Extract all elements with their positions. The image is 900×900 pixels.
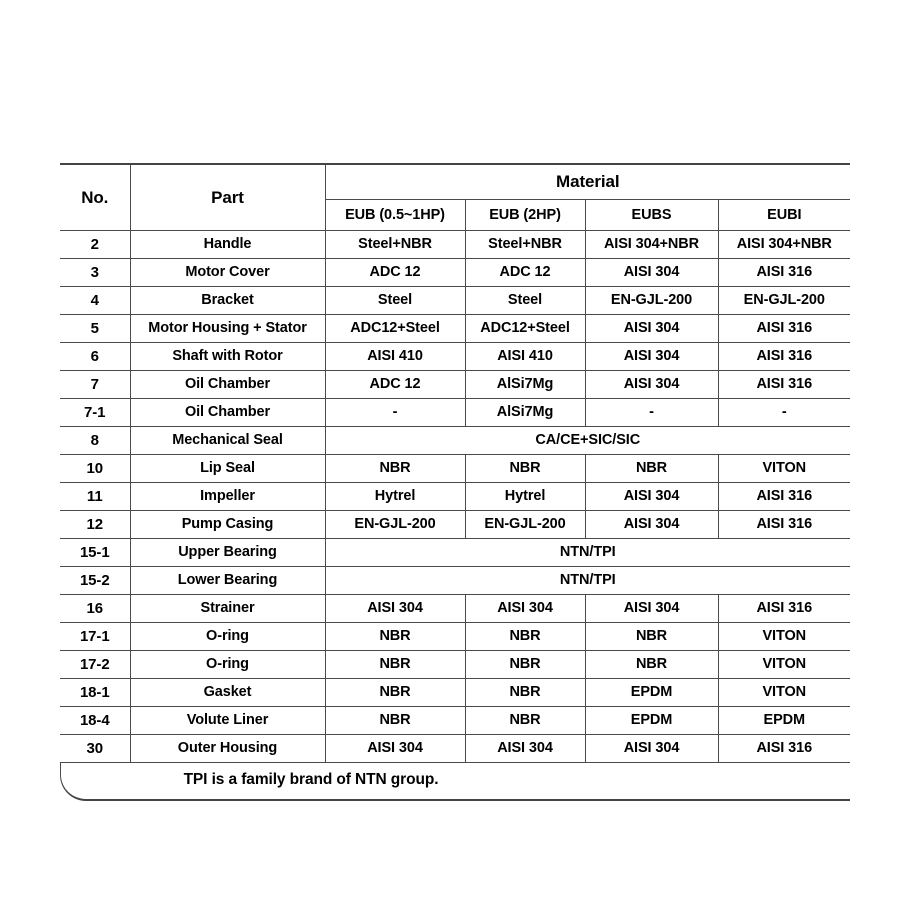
cell-material-merged: CA/CE+SIC/SIC [325, 427, 850, 455]
cell-part-number: 10 [60, 455, 130, 483]
table-row [60, 651, 850, 679]
cell-part-name: Pump Casing [130, 511, 325, 539]
cell-material: AISI 304+NBR [718, 231, 850, 259]
cell-part-name: Handle [130, 231, 325, 259]
material-specification-table [60, 163, 850, 763]
cell-part-number: 15-1 [60, 539, 130, 567]
cell-material: ADC 12 [325, 259, 465, 287]
cell-material: AISI 316 [718, 511, 850, 539]
cell-part-number: 6 [60, 343, 130, 371]
cell-material: EPDM [718, 707, 850, 735]
cell-part-name: Shaft with Rotor [130, 343, 325, 371]
cell-part-name: Mechanical Seal [130, 427, 325, 455]
column-header-no: No. [60, 164, 130, 231]
cell-part-number: 18-4 [60, 707, 130, 735]
cell-part-number: 18-1 [60, 679, 130, 707]
cell-material: NBR [585, 623, 718, 651]
cell-material: EN-GJL-200 [465, 511, 585, 539]
table-row [60, 399, 850, 427]
footnote-text: TPI is a family brand of NTN group. [183, 771, 439, 788]
cell-material-merged: NTN/TPI [325, 567, 850, 595]
cell-part-number: 12 [60, 511, 130, 539]
cell-part-name: Motor Cover [130, 259, 325, 287]
cell-material: Hytrel [465, 483, 585, 511]
cell-material: EPDM [585, 679, 718, 707]
cell-material: AISI 304 [585, 259, 718, 287]
cell-material: NBR [465, 455, 585, 483]
cell-material: AISI 304 [585, 735, 718, 763]
column-header-variant-eub-05-1hp: EUB (0.5~1HP) [325, 200, 465, 231]
table-row [60, 427, 850, 455]
cell-material: - [585, 399, 718, 427]
cell-material-merged: NTN/TPI [325, 539, 850, 567]
cell-part-name: Outer Housing [130, 735, 325, 763]
material-spec-sheet [60, 163, 850, 801]
cell-material: NBR [325, 707, 465, 735]
cell-part-name: Bracket [130, 287, 325, 315]
cell-material: AISI 316 [718, 315, 850, 343]
table-row [60, 371, 850, 399]
cell-part-name: O-ring [130, 623, 325, 651]
cell-material: - [325, 399, 465, 427]
cell-part-name: Strainer [130, 595, 325, 623]
table-row [60, 539, 850, 567]
table-row [60, 287, 850, 315]
cell-part-name: Oil Chamber [130, 371, 325, 399]
cell-part-name: Volute Liner [130, 707, 325, 735]
cell-material: Steel+NBR [325, 231, 465, 259]
cell-material: AISI 304 [585, 371, 718, 399]
cell-part-number: 11 [60, 483, 130, 511]
table-row [60, 231, 850, 259]
cell-part-number: 2 [60, 231, 130, 259]
column-header-material: Material [325, 164, 850, 200]
table-row [60, 455, 850, 483]
cell-material: AISI 410 [465, 343, 585, 371]
cell-material: AISI 304 [585, 595, 718, 623]
table-row [60, 483, 850, 511]
cell-part-number: 17-2 [60, 651, 130, 679]
column-header-variant-eubi: EUBI [718, 200, 850, 231]
cell-material: AISI 410 [325, 343, 465, 371]
cell-material: NBR [465, 707, 585, 735]
cell-material: NBR [325, 679, 465, 707]
footnote-strip [60, 763, 850, 801]
cell-material: AISI 304 [465, 595, 585, 623]
cell-material: ADC 12 [325, 371, 465, 399]
cell-part-name: Impeller [130, 483, 325, 511]
cell-material: EN-GJL-200 [718, 287, 850, 315]
cell-material: AISI 316 [718, 595, 850, 623]
table-row [60, 735, 850, 763]
cell-material: NBR [325, 623, 465, 651]
cell-material: NBR [325, 455, 465, 483]
column-header-variant-eub-2hp: EUB (2HP) [465, 200, 585, 231]
table-row [60, 595, 850, 623]
cell-material: AISI 316 [718, 371, 850, 399]
cell-material: NBR [465, 651, 585, 679]
cell-material: ADC12+Steel [325, 315, 465, 343]
cell-part-number: 15-2 [60, 567, 130, 595]
cell-material: - [718, 399, 850, 427]
cell-material: AISI 304 [585, 315, 718, 343]
cell-part-name: O-ring [130, 651, 325, 679]
column-header-variant-eubs: EUBS [585, 200, 718, 231]
cell-material: AISI 304 [465, 735, 585, 763]
table-row [60, 315, 850, 343]
cell-part-name: Upper Bearing [130, 539, 325, 567]
table-row [60, 623, 850, 651]
cell-material: NBR [585, 455, 718, 483]
column-header-part: Part [130, 164, 325, 231]
cell-material: AISI 316 [718, 483, 850, 511]
cell-material: AISI 304 [585, 483, 718, 511]
cell-part-name: Lip Seal [130, 455, 325, 483]
cell-part-number: 5 [60, 315, 130, 343]
table-row [60, 511, 850, 539]
cell-material: Steel+NBR [465, 231, 585, 259]
table-row [60, 259, 850, 287]
cell-part-number: 8 [60, 427, 130, 455]
cell-material: EN-GJL-200 [585, 287, 718, 315]
cell-material: NBR [465, 679, 585, 707]
cell-material: AISI 316 [718, 343, 850, 371]
cell-material: ADC12+Steel [465, 315, 585, 343]
table-row [60, 707, 850, 735]
cell-material: AISI 316 [718, 735, 850, 763]
cell-material: ADC 12 [465, 259, 585, 287]
cell-part-number: 30 [60, 735, 130, 763]
table-row [60, 567, 850, 595]
cell-part-name: Oil Chamber [130, 399, 325, 427]
cell-material: AISI 304 [325, 735, 465, 763]
cell-material: AlSi7Mg [465, 399, 585, 427]
cell-material: Steel [465, 287, 585, 315]
table-header [60, 164, 850, 231]
cell-part-number: 7-1 [60, 399, 130, 427]
cell-material: AISI 316 [718, 259, 850, 287]
cell-material: Steel [325, 287, 465, 315]
cell-part-number: 3 [60, 259, 130, 287]
cell-part-number: 17-1 [60, 623, 130, 651]
cell-material: AISI 304 [585, 343, 718, 371]
cell-material: AlSi7Mg [465, 371, 585, 399]
cell-part-name: Gasket [130, 679, 325, 707]
cell-material: VITON [718, 651, 850, 679]
table-row [60, 343, 850, 371]
cell-part-name: Motor Housing + Stator [130, 315, 325, 343]
table-body [60, 231, 850, 763]
cell-material: EPDM [585, 707, 718, 735]
cell-material: AISI 304 [585, 511, 718, 539]
cell-material: VITON [718, 679, 850, 707]
cell-part-name: Lower Bearing [130, 567, 325, 595]
table-row [60, 679, 850, 707]
cell-part-number: 16 [60, 595, 130, 623]
cell-material: NBR [325, 651, 465, 679]
cell-material: EN-GJL-200 [325, 511, 465, 539]
cell-material: NBR [585, 651, 718, 679]
header-row-primary [60, 164, 850, 200]
cell-material: VITON [718, 455, 850, 483]
cell-material: AISI 304+NBR [585, 231, 718, 259]
cell-material: NBR [465, 623, 585, 651]
cell-material: AISI 304 [325, 595, 465, 623]
cell-material: Hytrel [325, 483, 465, 511]
cell-material: VITON [718, 623, 850, 651]
cell-part-number: 4 [60, 287, 130, 315]
cell-part-number: 7 [60, 371, 130, 399]
